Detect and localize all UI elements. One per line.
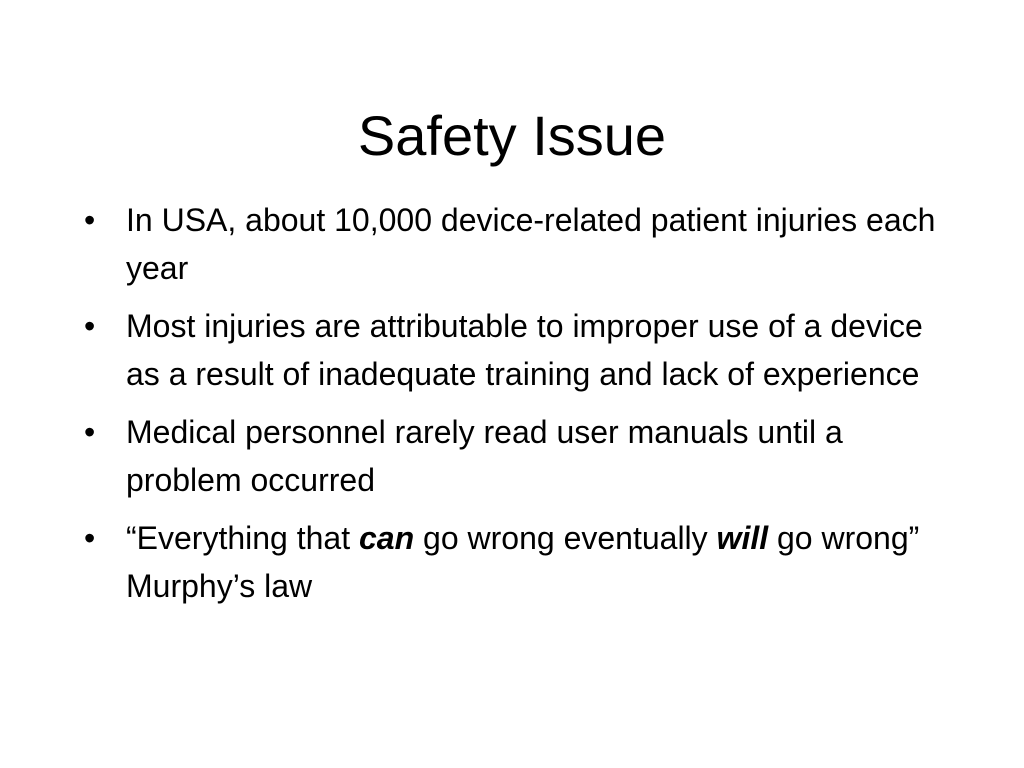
bullet-marker: • — [84, 520, 96, 556]
emphasis-will: will — [716, 520, 769, 556]
bullet-item — [82, 196, 962, 292]
bullet-item — [82, 302, 962, 398]
bullet-text: Most injuries are attributable to improper use of a device as a result of inadequate training and lack of experience — [126, 308, 923, 392]
bullet-item — [82, 514, 962, 610]
bullet-marker: • — [84, 414, 96, 450]
emphasis-can: can — [359, 520, 415, 556]
bullet-item — [82, 408, 962, 504]
bullet-marker: • — [84, 308, 96, 344]
bullet-text: Medical personnel rarely read user manuals until a problem occurred — [126, 414, 843, 498]
bullet-marker: • — [84, 202, 96, 238]
quote-text: go wrong” Murphy’s law — [126, 520, 920, 604]
quote-text: “Everything that — [126, 520, 359, 556]
bullet-text — [126, 520, 919, 604]
bullet-list — [82, 196, 962, 620]
bullet-text: In USA, about 10,000 device-related patient injuries each year — [126, 202, 936, 286]
slide-title: Safety Issue — [357, 104, 667, 167]
quote-text: go wrong eventually — [414, 520, 717, 556]
